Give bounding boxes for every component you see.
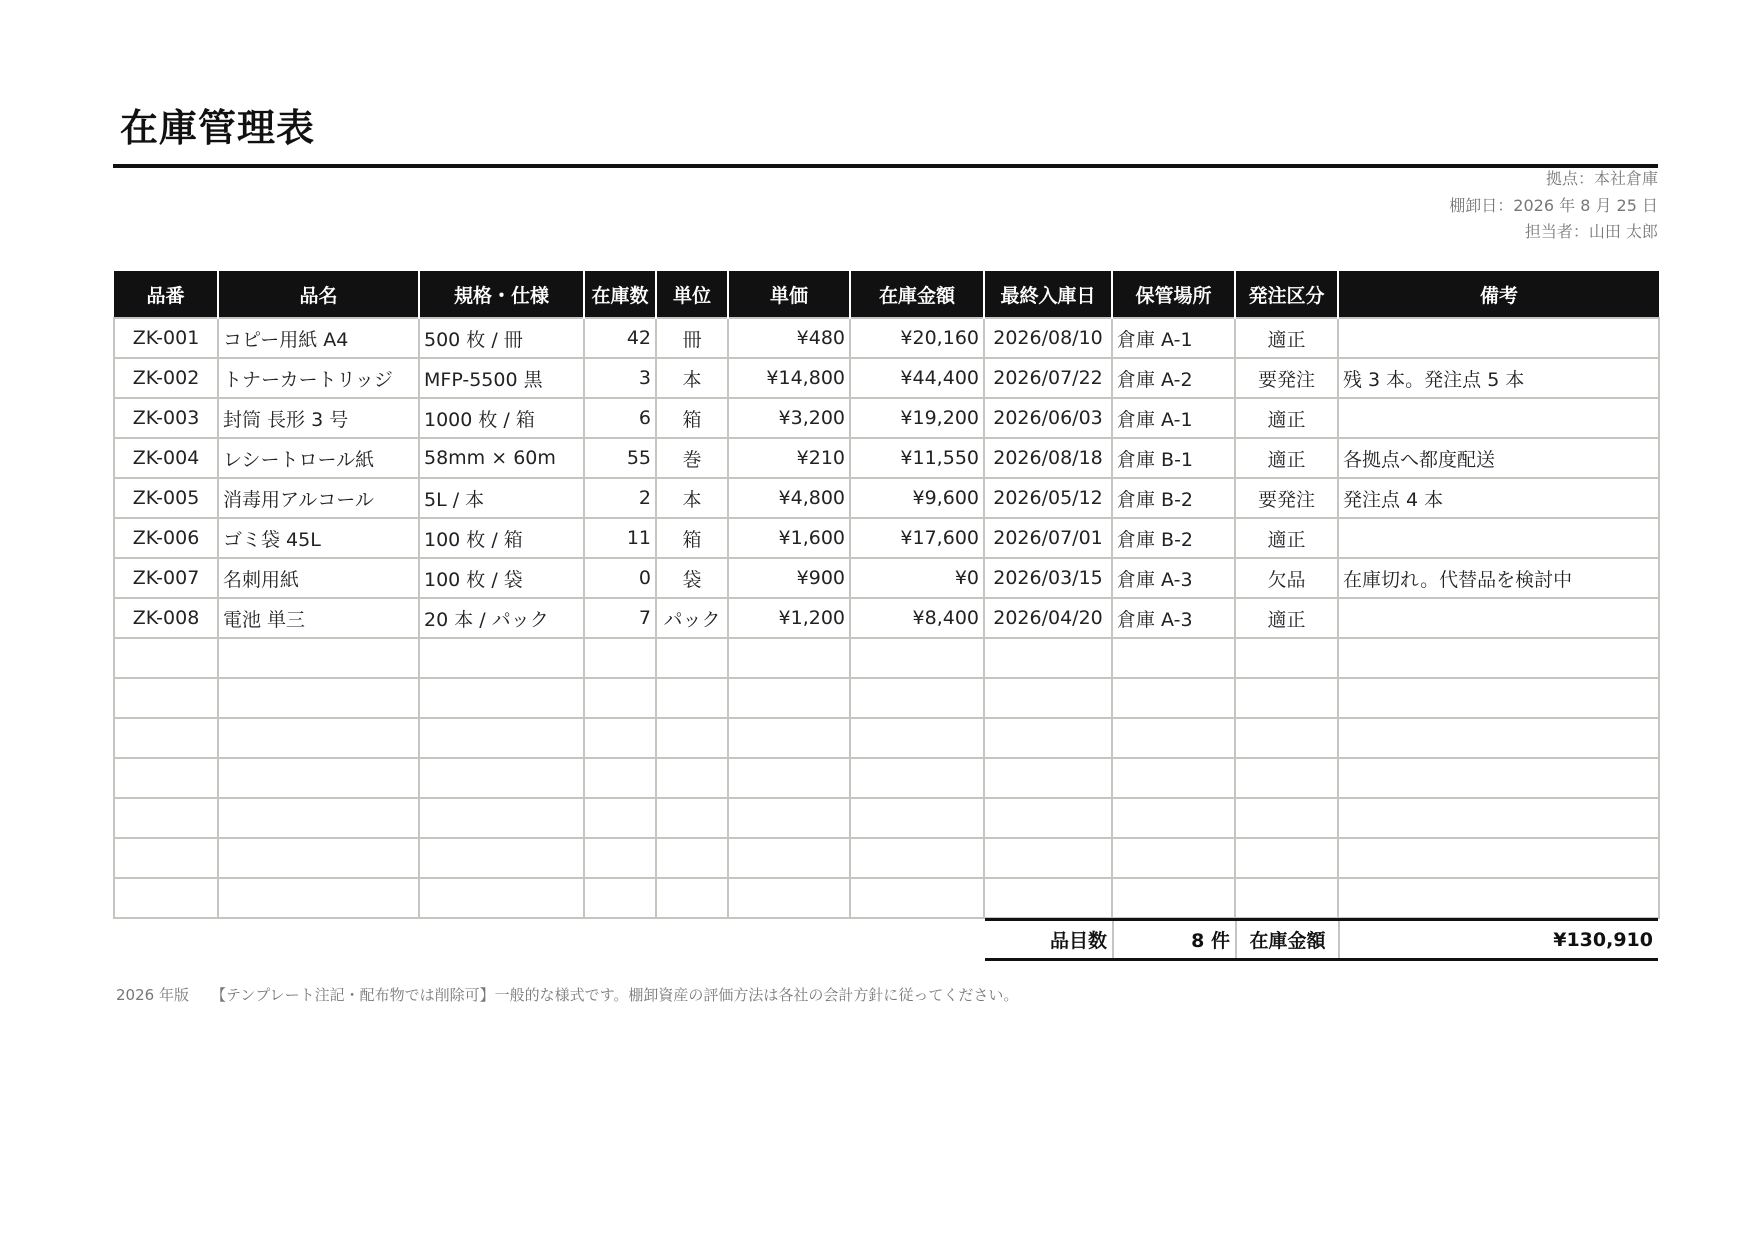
cell-order-status: 適正 <box>1235 598 1338 638</box>
empty-cell <box>728 718 850 758</box>
cell-unit-price: ¥1,200 <box>728 598 850 638</box>
empty-cell <box>1112 678 1235 718</box>
empty-cell <box>656 878 728 918</box>
cell-location: 倉庫 B-2 <box>1112 478 1235 518</box>
cell-last-received: 2026/08/10 <box>984 318 1112 358</box>
empty-cell <box>656 838 728 878</box>
table-row <box>114 398 1659 438</box>
empty-cell <box>1338 798 1659 838</box>
header-order-status: 発注区分 <box>1235 271 1338 318</box>
empty-cell <box>728 838 850 878</box>
cell-amount: ¥11,550 <box>850 438 984 478</box>
cell-item-code: ZK-001 <box>114 318 218 358</box>
header-unit: 単位 <box>656 271 728 318</box>
empty-cell <box>1235 758 1338 798</box>
cell-location: 倉庫 A-1 <box>1112 318 1235 358</box>
empty-cell <box>218 678 419 718</box>
empty-table-row <box>114 758 1659 798</box>
inventory-date-label: 棚卸日：2026 年 8 月 25 日 <box>1449 195 1658 215</box>
empty-table-row <box>114 798 1659 838</box>
table-row <box>114 318 1659 358</box>
cell-spec: 100 枚 / 袋 <box>419 558 584 598</box>
cell-location: 倉庫 B-2 <box>1112 518 1235 558</box>
cell-order-status: 要発注 <box>1235 478 1338 518</box>
cell-unit-price: ¥1,600 <box>728 518 850 558</box>
cell-item-name: 電池 単三 <box>218 598 419 638</box>
cell-unit: 袋 <box>656 558 728 598</box>
cell-order-status: 適正 <box>1235 518 1338 558</box>
cell-remarks: 在庫切れ。代替品を検討中 <box>1338 558 1659 598</box>
empty-cell <box>850 878 984 918</box>
empty-cell <box>218 718 419 758</box>
empty-cell <box>1112 638 1235 678</box>
header-remarks: 備考 <box>1338 271 1659 318</box>
footnote <box>116 984 1018 1005</box>
cell-remarks <box>1338 518 1659 558</box>
empty-cell <box>1338 718 1659 758</box>
empty-cell <box>728 638 850 678</box>
cell-amount: ¥0 <box>850 558 984 598</box>
inventory-table <box>113 271 1660 919</box>
table-row <box>114 438 1659 478</box>
empty-cell <box>1338 638 1659 678</box>
empty-cell <box>1235 718 1338 758</box>
empty-cell <box>1112 718 1235 758</box>
cell-item-code: ZK-005 <box>114 478 218 518</box>
cell-unit: 本 <box>656 358 728 398</box>
table-row <box>114 558 1659 598</box>
empty-table-row <box>114 718 1659 758</box>
empty-cell <box>1112 758 1235 798</box>
empty-cell <box>419 638 584 678</box>
header-amount: 在庫金額 <box>850 271 984 318</box>
cell-item-name: 名刺用紙 <box>218 558 419 598</box>
cell-location: 倉庫 A-3 <box>1112 558 1235 598</box>
empty-cell <box>218 838 419 878</box>
cell-unit: 本 <box>656 478 728 518</box>
empty-cell <box>218 758 419 798</box>
cell-unit: 箱 <box>656 398 728 438</box>
empty-cell <box>114 838 218 878</box>
cell-location: 倉庫 A-2 <box>1112 358 1235 398</box>
header-last-received: 最終入庫日 <box>984 271 1112 318</box>
cell-unit-price: ¥4,800 <box>728 478 850 518</box>
item-count-value: 8 件 <box>1113 920 1236 960</box>
page-title: 在庫管理表 <box>120 106 316 150</box>
cell-remarks <box>1338 318 1659 358</box>
empty-cell <box>1235 798 1338 838</box>
cell-quantity: 55 <box>584 438 656 478</box>
cell-unit-price: ¥900 <box>728 558 850 598</box>
cell-item-code: ZK-003 <box>114 398 218 438</box>
header-location: 保管場所 <box>1112 271 1235 318</box>
empty-cell <box>584 678 656 718</box>
empty-cell <box>419 758 584 798</box>
empty-cell <box>984 678 1112 718</box>
footnote-note: 【テンプレート注記・配布物では削除可】一般的な様式です。棚卸資産の評価方法は各社の会計方針に従ってください。 <box>210 986 1019 1004</box>
cell-unit: 巻 <box>656 438 728 478</box>
cell-item-code: ZK-008 <box>114 598 218 638</box>
empty-cell <box>419 838 584 878</box>
cell-quantity: 0 <box>584 558 656 598</box>
total-amount-value: ¥130,910 <box>1339 920 1658 960</box>
cell-last-received: 2026/03/15 <box>984 558 1112 598</box>
cell-amount: ¥17,600 <box>850 518 984 558</box>
empty-cell <box>218 638 419 678</box>
cell-last-received: 2026/06/03 <box>984 398 1112 438</box>
footnote-edition: 2026 年版 <box>116 986 189 1004</box>
cell-item-name: 消毒用アルコール <box>218 478 419 518</box>
cell-quantity: 3 <box>584 358 656 398</box>
cell-remarks <box>1338 598 1659 638</box>
empty-table-row <box>114 638 1659 678</box>
cell-order-status: 要発注 <box>1235 358 1338 398</box>
cell-spec: 20 本 / パック <box>419 598 584 638</box>
cell-unit: 箱 <box>656 518 728 558</box>
header-item-name: 品名 <box>218 271 419 318</box>
cell-quantity: 11 <box>584 518 656 558</box>
empty-cell <box>114 718 218 758</box>
cell-quantity: 7 <box>584 598 656 638</box>
empty-cell <box>656 718 728 758</box>
cell-unit: 冊 <box>656 318 728 358</box>
empty-cell <box>984 838 1112 878</box>
cell-last-received: 2026/07/22 <box>984 358 1112 398</box>
header-quantity: 在庫数 <box>584 271 656 318</box>
empty-cell <box>984 878 1112 918</box>
cell-order-status: 欠品 <box>1235 558 1338 598</box>
cell-last-received: 2026/05/12 <box>984 478 1112 518</box>
person-in-charge-label: 担当者：山田 太郎 <box>1524 222 1658 241</box>
cell-remarks: 発注点 4 本 <box>1338 478 1659 518</box>
empty-table-row <box>114 838 1659 878</box>
cell-spec: MFP-5500 黒 <box>419 358 584 398</box>
cell-item-name: レシートロール紙 <box>218 438 419 478</box>
totals-row <box>985 918 1658 961</box>
document-meta <box>1449 166 1658 246</box>
cell-spec: 1000 枚 / 箱 <box>419 398 584 438</box>
cell-amount: ¥44,400 <box>850 358 984 398</box>
empty-cell <box>1235 878 1338 918</box>
empty-cell <box>584 638 656 678</box>
empty-cell <box>656 678 728 718</box>
empty-cell <box>984 758 1112 798</box>
empty-table-row <box>114 878 1659 918</box>
cell-unit-price: ¥210 <box>728 438 850 478</box>
cell-location: 倉庫 B-1 <box>1112 438 1235 478</box>
empty-cell <box>1338 878 1659 918</box>
empty-cell <box>114 878 218 918</box>
empty-cell <box>584 878 656 918</box>
cell-spec: 500 枚 / 冊 <box>419 318 584 358</box>
cell-location: 倉庫 A-1 <box>1112 398 1235 438</box>
cell-order-status: 適正 <box>1235 318 1338 358</box>
cell-item-name: トナーカートリッジ <box>218 358 419 398</box>
empty-cell <box>1112 798 1235 838</box>
empty-cell <box>218 798 419 838</box>
header-unit-price: 単価 <box>728 271 850 318</box>
empty-cell <box>728 798 850 838</box>
cell-last-received: 2026/07/01 <box>984 518 1112 558</box>
cell-remarks: 各拠点へ都度配送 <box>1338 438 1659 478</box>
empty-cell <box>419 678 584 718</box>
table-body <box>114 318 1659 918</box>
empty-cell <box>1112 838 1235 878</box>
cell-amount: ¥20,160 <box>850 318 984 358</box>
empty-cell <box>656 638 728 678</box>
cell-quantity: 2 <box>584 478 656 518</box>
empty-cell <box>1338 678 1659 718</box>
empty-cell <box>656 798 728 838</box>
cell-spec: 58mm × 60m <box>419 438 584 478</box>
table-row <box>114 358 1659 398</box>
cell-item-name: コピー用紙 A4 <box>218 318 419 358</box>
table-row <box>114 598 1659 638</box>
cell-remarks <box>1338 398 1659 438</box>
cell-quantity: 6 <box>584 398 656 438</box>
empty-cell <box>984 718 1112 758</box>
cell-unit-price: ¥14,800 <box>728 358 850 398</box>
empty-cell <box>1235 678 1338 718</box>
cell-amount: ¥9,600 <box>850 478 984 518</box>
cell-last-received: 2026/04/20 <box>984 598 1112 638</box>
empty-cell <box>584 718 656 758</box>
empty-cell <box>1112 878 1235 918</box>
empty-cell <box>850 758 984 798</box>
table-row <box>114 518 1659 558</box>
empty-cell <box>218 878 419 918</box>
empty-cell <box>114 798 218 838</box>
empty-cell <box>584 838 656 878</box>
empty-cell <box>1235 638 1338 678</box>
cell-item-code: ZK-007 <box>114 558 218 598</box>
empty-cell <box>850 638 984 678</box>
cell-remarks: 残 3 本。発注点 5 本 <box>1338 358 1659 398</box>
cell-last-received: 2026/08/18 <box>984 438 1112 478</box>
empty-cell <box>850 838 984 878</box>
cell-order-status: 適正 <box>1235 398 1338 438</box>
cell-item-name: 封筒 長形 3 号 <box>218 398 419 438</box>
header-item-code: 品番 <box>114 271 218 318</box>
empty-cell <box>728 878 850 918</box>
empty-cell <box>584 758 656 798</box>
cell-unit-price: ¥3,200 <box>728 398 850 438</box>
empty-cell <box>850 718 984 758</box>
cell-order-status: 適正 <box>1235 438 1338 478</box>
total-amount-label: 在庫金額 <box>1236 920 1339 960</box>
empty-cell <box>114 758 218 798</box>
item-count-label: 品目数 <box>1049 930 1107 952</box>
empty-cell <box>114 678 218 718</box>
empty-cell <box>419 798 584 838</box>
empty-table-row <box>114 678 1659 718</box>
title-underline <box>113 164 1658 168</box>
empty-cell <box>1235 838 1338 878</box>
empty-cell <box>419 878 584 918</box>
empty-cell <box>419 718 584 758</box>
cell-item-code: ZK-002 <box>114 358 218 398</box>
cell-unit: パック <box>656 598 728 638</box>
empty-cell <box>584 798 656 838</box>
empty-cell <box>728 678 850 718</box>
empty-cell <box>984 798 1112 838</box>
empty-cell <box>656 758 728 798</box>
cell-location: 倉庫 A-3 <box>1112 598 1235 638</box>
cell-item-code: ZK-004 <box>114 438 218 478</box>
empty-cell <box>850 678 984 718</box>
table-header-row <box>114 271 1659 318</box>
cell-amount: ¥8,400 <box>850 598 984 638</box>
empty-cell <box>1338 758 1659 798</box>
cell-spec: 100 枚 / 箱 <box>419 518 584 558</box>
empty-cell <box>984 638 1112 678</box>
cell-quantity: 42 <box>584 318 656 358</box>
empty-cell <box>1338 838 1659 878</box>
location-label: 拠点：本社倉庫 <box>1545 169 1658 188</box>
cell-amount: ¥19,200 <box>850 398 984 438</box>
header-spec: 規格・仕様 <box>419 271 584 318</box>
cell-item-code: ZK-006 <box>114 518 218 558</box>
cell-spec: 5L / 本 <box>419 478 584 518</box>
empty-cell <box>728 758 850 798</box>
empty-cell <box>850 798 984 838</box>
table-row <box>114 478 1659 518</box>
cell-unit-price: ¥480 <box>728 318 850 358</box>
cell-item-name: ゴミ袋 45L <box>218 518 419 558</box>
empty-cell <box>114 638 218 678</box>
